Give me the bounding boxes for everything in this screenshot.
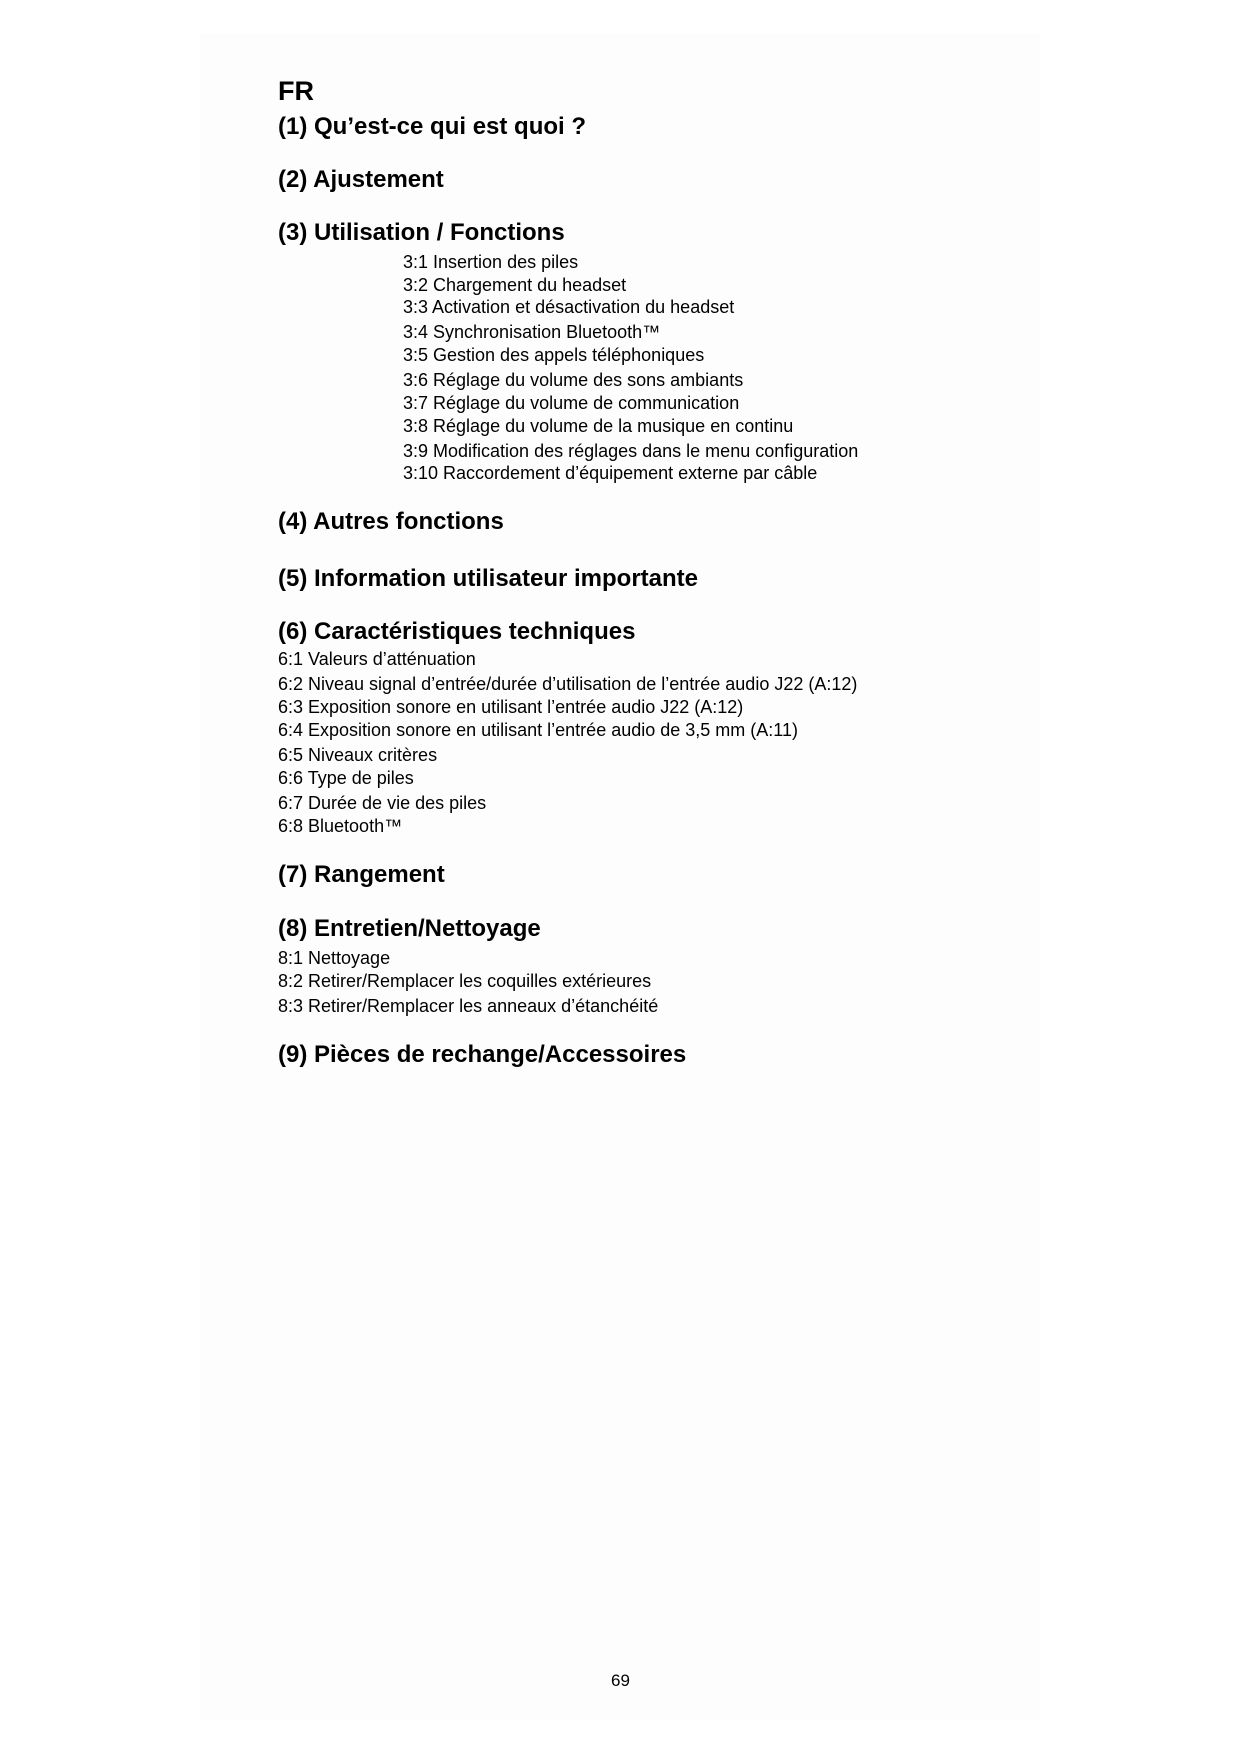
toc-item-8-3: 8:3 Retirer/Remplacer les anneaux d’étanchéité xyxy=(278,996,659,1016)
toc-item-3-2: 3:2 Chargement du headset xyxy=(403,275,627,295)
toc-item-6-5: 6:5 Niveaux critères xyxy=(278,745,438,765)
toc-item-6-8: 6:8 Bluetooth™ xyxy=(278,816,403,836)
toc-item-3-1: 3:1 Insertion des piles xyxy=(403,252,579,272)
toc-item-6-6: 6:6 Type de piles xyxy=(278,768,414,788)
section-heading-1: (1) Qu’est-ce qui est quoi ? xyxy=(278,113,587,140)
toc-item-3-9: 3:9 Modification des réglages dans le menu configuration xyxy=(403,441,859,461)
toc-item-6-4: 6:4 Exposition sonore en utilisant l’entrée audio de 3,5 mm (A:11) xyxy=(278,720,798,740)
toc-item-3-8: 3:8 Réglage du volume de la musique en continu xyxy=(403,416,794,436)
section-heading-7: (7) Rangement xyxy=(278,861,445,888)
section-heading-6: (6) Caractéristiques techniques xyxy=(278,618,636,645)
toc-item-6-2: 6:2 Niveau signal d’entrée/durée d’utilisation de l’entrée audio J22 (A:12) xyxy=(278,674,858,694)
toc-item-6-1: 6:1 Valeurs d’atténuation xyxy=(278,649,476,669)
toc-item-8-2: 8:2 Retirer/Remplacer les coquilles extérieures xyxy=(278,971,652,991)
section-heading-9: (9) Pièces de rechange/Accessoires xyxy=(278,1041,687,1068)
toc-item-3-3: 3:3 Activation et désactivation du headset xyxy=(403,297,735,317)
toc-item-8-1: 8:1 Nettoyage xyxy=(278,948,391,968)
toc-item-6-3: 6:3 Exposition sonore en utilisant l’entrée audio J22 (A:12) xyxy=(278,697,744,717)
section-heading-3: (3) Utilisation / Fonctions xyxy=(278,219,565,246)
language-code: FR xyxy=(278,76,314,106)
toc-item-3-4: 3:4 Synchronisation Bluetooth™ xyxy=(403,322,661,342)
section-heading-8: (8) Entretien/Nettoyage xyxy=(278,915,541,942)
toc-item-3-5: 3:5 Gestion des appels téléphoniques xyxy=(403,345,705,365)
section-heading-2: (2) Ajustement xyxy=(278,166,444,193)
toc-item-3-6: 3:6 Réglage du volume des sons ambiants xyxy=(403,370,744,390)
toc-item-6-7: 6:7 Durée de vie des piles xyxy=(278,793,487,813)
section-heading-4: (4) Autres fonctions xyxy=(278,508,504,535)
toc-item-3-10: 3:10 Raccordement d’équipement externe par câble xyxy=(403,463,818,483)
section-heading-5: (5) Information utilisateur importante xyxy=(278,565,699,592)
toc-item-3-7: 3:7 Réglage du volume de communication xyxy=(403,393,740,413)
page-number: 69 xyxy=(611,1671,630,1690)
